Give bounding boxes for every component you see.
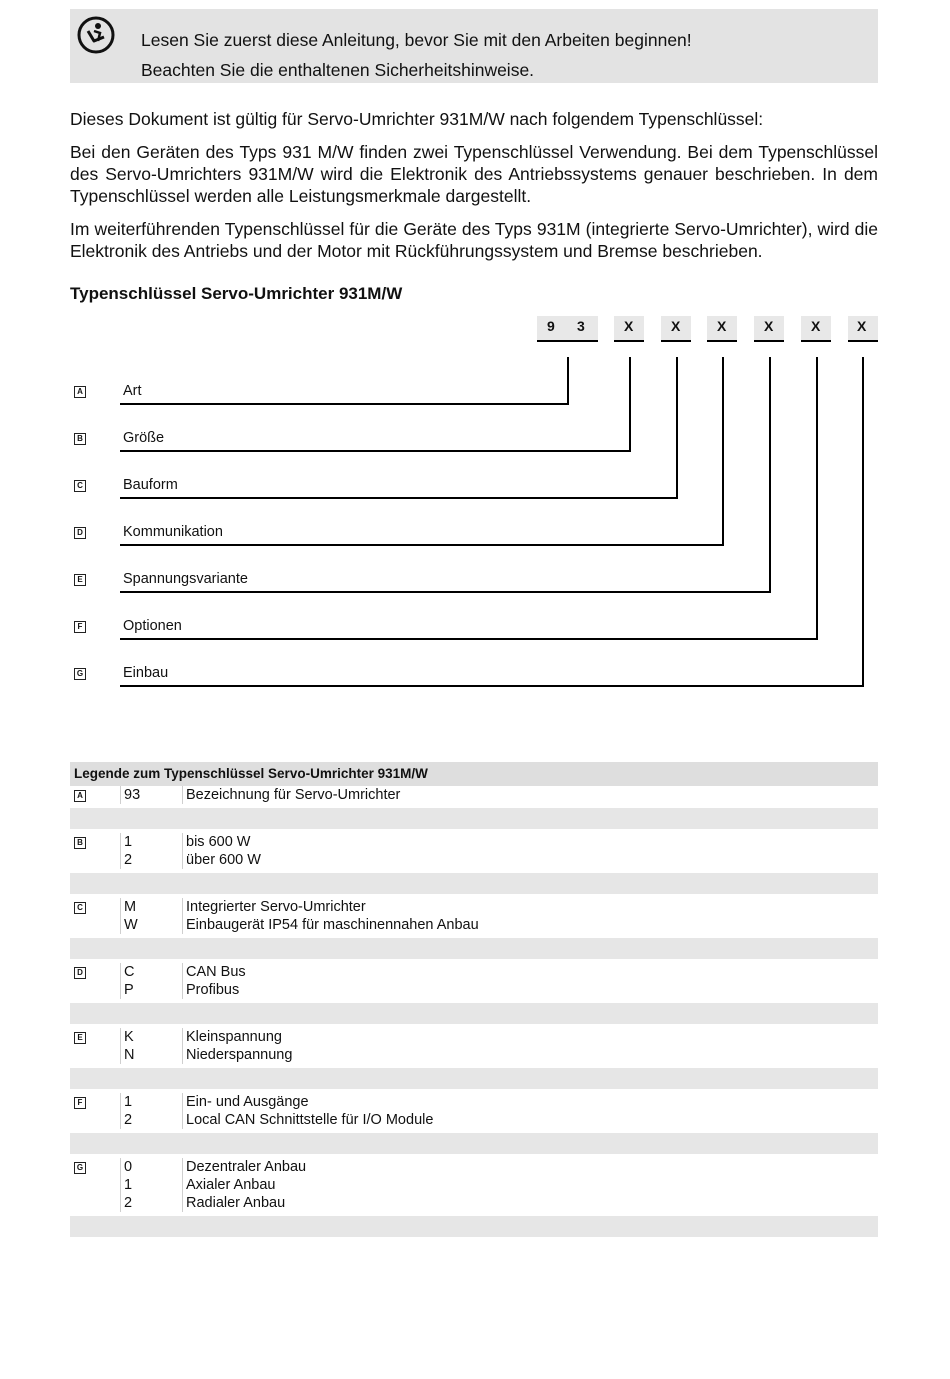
legend-desc: CAN Bus: [186, 964, 246, 980]
legend-group-f: [70, 1089, 878, 1133]
legend-code: 1: [124, 834, 133, 850]
row-letter-g: G: [74, 668, 86, 680]
legend-group-c: [70, 894, 878, 938]
legend-code: 93: [124, 787, 141, 803]
legend-code: 2: [124, 1112, 133, 1128]
notice-line-2: Beachten Sie die enthaltenen Sicherheitshinweise.: [141, 60, 535, 80]
legend-code: P: [124, 982, 134, 998]
legend-desc: Bezeichnung für Servo-Umrichter: [186, 787, 401, 803]
legend-desc: Integrierter Servo-Umrichter: [186, 899, 366, 915]
legend-letter: E: [74, 1032, 86, 1044]
row-letter-b: B: [74, 433, 86, 445]
row-label-optionen: Optionen: [123, 618, 182, 634]
legend-code: M: [124, 899, 137, 915]
legend-group-b: [70, 829, 878, 873]
legend-desc: Ein- und Ausgänge: [186, 1094, 309, 1110]
legend-group-g: [70, 1154, 878, 1216]
paragraph-extended-key: Im weiterführenden Typenschlüssel für die Geräte des Typs 931M (integrierte Servo-Umrichter), wird die Elektronik des Antriebs und der Motor mit Rückführungssystem und Bremse beschrieben.: [70, 219, 878, 261]
legend-letter: D: [74, 967, 86, 979]
legend-desc: Niederspannung: [186, 1047, 293, 1063]
row-label-art: Art: [123, 383, 142, 399]
legend-separator: [70, 938, 878, 959]
legend-separator: [70, 1068, 878, 1089]
code-char: X: [624, 318, 634, 334]
row-label-spannungsvariante: Spannungsvariante: [123, 571, 248, 587]
legend-separator: [70, 1003, 878, 1024]
legend-code: 1: [124, 1094, 133, 1110]
legend-separator: [70, 1216, 878, 1237]
row-letter-e: E: [74, 574, 86, 586]
legend-letter: G: [74, 1162, 86, 1174]
row-letter-d: D: [74, 527, 86, 539]
code-char: X: [671, 318, 681, 334]
legend-code: 2: [124, 852, 133, 868]
row-letter-a: A: [74, 386, 86, 398]
paragraph-type-keys: Bei den Geräten des Typs 931 M/W finden zwei Typenschlüssel Verwendung. Bei dem Typenschlüssel des Servo-Umrichters 931M/W wird die Elektronik des Antriebssystems genauer beschrieben. In dem Typenschlüssel werden alle Leistungsmerkmale dargestellt.: [70, 142, 878, 206]
legend-desc: Kleinspannung: [186, 1029, 282, 1045]
legend-separator: [70, 1133, 878, 1154]
row-letter-f: F: [74, 621, 86, 633]
legend-desc: bis 600 W: [186, 834, 251, 850]
legend-letter: A: [74, 790, 86, 802]
code-char: X: [717, 318, 727, 334]
notice-line-1: Lesen Sie zuerst diese Anleitung, bevor Sie mit den Arbeiten beginnen!: [141, 30, 692, 50]
legend-code: 0: [124, 1159, 133, 1175]
code-char: 3: [577, 318, 585, 334]
legend-desc: über 600 W: [186, 852, 261, 868]
legend-code: 2: [124, 1195, 133, 1211]
legend-group-d: [70, 959, 878, 1003]
legend-desc: Profibus: [186, 982, 240, 998]
row-label-groesse: Größe: [123, 430, 165, 446]
legend-group-e: [70, 1024, 878, 1068]
legend-title: Legende zum Typenschlüssel Servo-Umrichter 931M/W: [70, 762, 878, 786]
legend-code: 1: [124, 1177, 133, 1193]
paragraph-validity: Dieses Dokument ist gültig für Servo-Umrichter 931M/W nach folgendem Typenschlüssel:: [70, 109, 764, 129]
code-char: X: [857, 318, 867, 334]
legend-table: [70, 762, 878, 1237]
row-label-einbau: Einbau: [123, 665, 169, 681]
legend-group-a: [70, 786, 878, 808]
legend-code: W: [124, 917, 138, 933]
code-char: X: [811, 318, 821, 334]
legend-code: N: [124, 1047, 135, 1063]
code-char: 9: [547, 318, 555, 334]
diagram-heading: Typenschlüssel Servo-Umrichter 931M/W: [70, 284, 403, 303]
code-char: X: [764, 318, 774, 334]
legend-separator: [70, 808, 878, 829]
legend-desc: Radialer Anbau: [186, 1195, 286, 1211]
legend-separator: [70, 873, 878, 894]
legend-code: C: [124, 964, 135, 980]
row-letter-c: C: [74, 480, 86, 492]
legend-code: K: [124, 1029, 134, 1045]
legend-desc: Axialer Anbau: [186, 1177, 276, 1193]
legend-letter: C: [74, 902, 86, 914]
legend-desc: Local CAN Schnittstelle für I/O Module: [186, 1112, 434, 1128]
legend-letter: B: [74, 837, 86, 849]
legend-desc: Einbaugerät IP54 für maschinennahen Anbau: [186, 917, 479, 933]
legend-letter: F: [74, 1097, 86, 1109]
row-label-bauform: Bauform: [123, 477, 178, 493]
legend-desc: Dezentraler Anbau: [186, 1159, 307, 1175]
row-label-kommunikation: Kommunikation: [123, 524, 223, 540]
